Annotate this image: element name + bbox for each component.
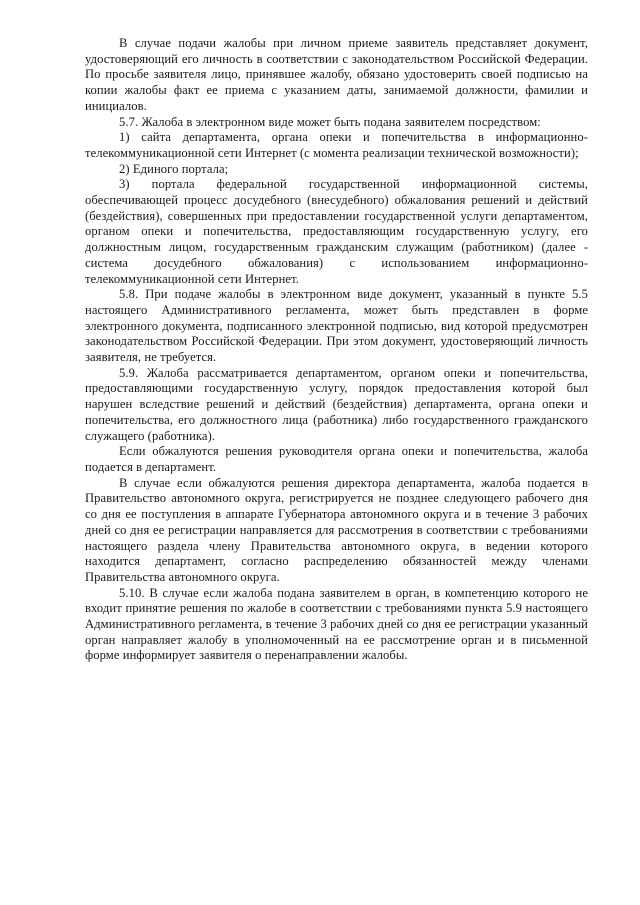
paragraph-5-9: 5.9. Жалоба рассматривается департаментом, органом опеки и попечительства, предоставляющими государственную услугу, порядок предоставления которой был нарушен вследствие решений и действий (бездействия) департамента, органа опеки и попечительства, его должностного лица (работника) либо государственного гражданского служащего (работника). bbox=[85, 365, 588, 443]
paragraph-guardianship-head: Если обжалуются решения руководителя органа опеки и попечительства, жалоба подается в департамент. bbox=[85, 444, 588, 474]
list-item-unified-portal: 2) Единого портала; bbox=[119, 161, 229, 176]
list-item-federal-portal: 3) портала федеральной государственной информационной системы, обеспечивающей процесс досудебного (внесудебного) обжалования решений и действий (бездействия), совершенных при предоставлении государственной услуги департаментом, органом опеки и попечительства, предоставляющим государственную услугу, его должностным лицом, государственным гражданским служащим (работником) (далее - система досудебного обжалования) с использованием информационно-телекоммуникационной сети Интернет. bbox=[85, 177, 588, 286]
paragraph-in-person-complaint: В случае подачи жалобы при личном приеме заявитель представляет документ, удостоверяющий его личность в соответствии с законодательством Российской Федерации. По просьбе заявителя лицо, принявшее жалобу, обязано удостоверить своей подписью на копии жалобы факт ее приема с указанием даты, занимаемой должности, фамилии и инициалов. bbox=[85, 36, 588, 113]
list-item-department-site: 1) сайта департамента, органа опеки и попечительства в информационно-телекоммуникационной сети Интернет (с момента реализации технической возможности); bbox=[85, 130, 588, 160]
paragraph-5-7: 5.7. Жалоба в электронном виде может быть подана заявителем посредством: bbox=[119, 114, 541, 129]
paragraph-5-8: 5.8. При подаче жалобы в электронном виде документ, указанный в пункте 5.5 настоящего Административного регламента, может быть представлен в форме электронного документа, подписанного электронной подписью, вид которой предусмотрен законодательством Российской Федерации. При этом документ, удостоверяющий личность заявителя, не требуется. bbox=[85, 287, 588, 365]
paragraph-5-10: 5.10. В случае если жалоба подана заявителем в орган, в компетенцию которого не входит принятие решения по жалобе в соответствии с требованиями пункта 5.9 настоящего Административного регламента, в течение 3 рабочих дней со дня ее регистрации указанный орган направляет жалобу в уполномоченный на ее рассмотрение орган и в письменной форме информирует заявителя о перенаправлении жалобы. bbox=[85, 585, 588, 663]
document-page bbox=[85, 36, 588, 664]
paragraph-department-director: В случае если обжалуются решения директора департамента, жалоба подается в Правительство автономного округа, регистрируется не позднее следующего рабочего дня со дня ее поступления в аппарате Губернатора автономного округа и в течение 3 рабочих дней со дня ее регистрации направляется для рассмотрения в соответствии с требованиями настоящего раздела члену Правительства автономного округа, в ведении которого находится департамент, согласно распределению обязанностей между членами Правительства автономного округа. bbox=[85, 475, 588, 584]
